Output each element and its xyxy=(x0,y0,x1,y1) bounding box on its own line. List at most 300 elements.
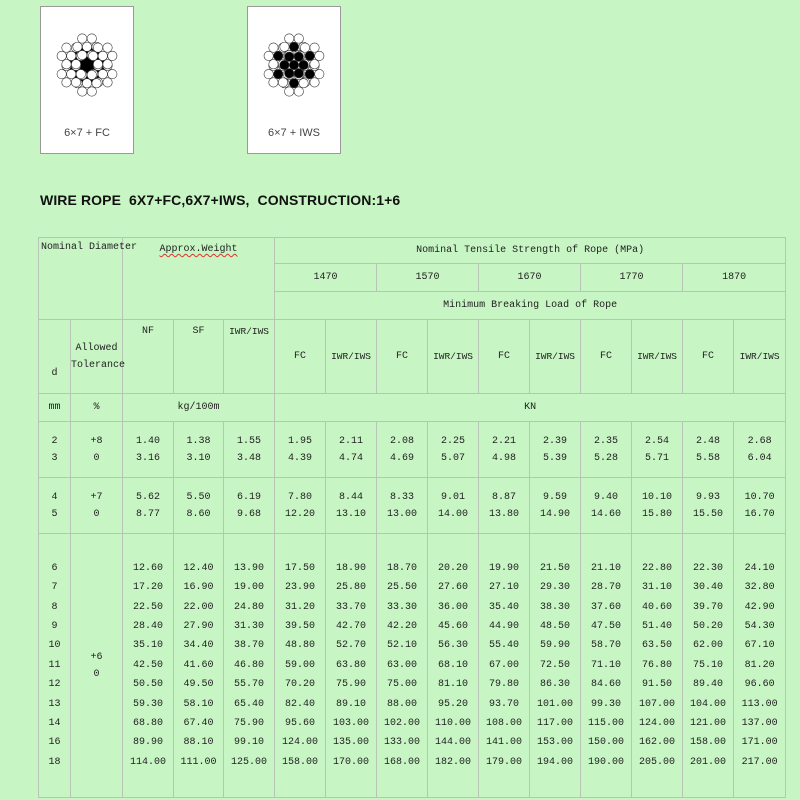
table-value: 42.50 xyxy=(133,659,164,671)
col-iwr-1770: IWR/IWS xyxy=(632,320,683,394)
wire-shape xyxy=(92,79,101,88)
table-value: 13.80 xyxy=(489,508,520,520)
wire-shape xyxy=(98,69,107,78)
table-value: 45.60 xyxy=(438,621,469,633)
wire-shape xyxy=(87,34,96,43)
table-value: 1.95 xyxy=(288,435,313,447)
value-cell xyxy=(123,422,174,478)
diameter-value: 2 xyxy=(51,435,58,447)
header-tensile-strength: Nominal Tensile Strength of Rope (MPa) xyxy=(275,238,786,264)
table-value: 75.00 xyxy=(387,679,418,691)
table-value: 194.00 xyxy=(537,756,574,768)
value-cell xyxy=(326,422,377,478)
grade-3: 1770 xyxy=(581,264,683,292)
grade-1: 1570 xyxy=(377,264,479,292)
value-cell xyxy=(224,534,275,798)
wire-shape xyxy=(300,43,309,52)
value-cell xyxy=(123,478,174,534)
table-value: 3.48 xyxy=(237,452,262,464)
diameter-value: 13 xyxy=(48,698,61,710)
table-value: 67.10 xyxy=(744,640,775,652)
diameter-value: 8 xyxy=(51,601,58,613)
diameter-value: 4 xyxy=(51,491,58,503)
table-value: 65.40 xyxy=(234,698,265,710)
table-value: 59.30 xyxy=(133,698,164,710)
table-value: 9.59 xyxy=(543,491,568,503)
table-value: 2.08 xyxy=(390,435,415,447)
rope-diagram-fc xyxy=(40,6,134,154)
diameter-value: 14 xyxy=(48,717,61,729)
value-cell xyxy=(581,478,632,534)
table-value: 71.10 xyxy=(591,659,622,671)
rope-cross-section-fc-image xyxy=(51,13,123,123)
wire-shape xyxy=(278,78,287,87)
table-value: 158.00 xyxy=(282,756,319,768)
table-value: 110.00 xyxy=(435,717,472,729)
table-value: 8.77 xyxy=(136,508,161,520)
value-cell xyxy=(275,422,326,478)
value-cell xyxy=(581,422,632,478)
table-value: 114.00 xyxy=(130,756,167,768)
wire-shape xyxy=(269,78,278,87)
table-value: 95.60 xyxy=(285,717,316,729)
wire-shape xyxy=(280,60,289,69)
table-value: 68.80 xyxy=(133,717,164,729)
value-cell xyxy=(377,422,428,478)
table-value: 124.00 xyxy=(282,737,319,749)
table-value: 4.98 xyxy=(492,452,517,464)
table-value: 40.60 xyxy=(642,601,673,613)
table-value: 2.39 xyxy=(543,435,568,447)
table-value: 3.16 xyxy=(136,452,161,464)
value-cell xyxy=(683,422,734,478)
table-value: 25.80 xyxy=(336,582,367,594)
table-value: 28.70 xyxy=(591,582,622,594)
wire-shape xyxy=(57,51,66,60)
table-value: 81.20 xyxy=(744,659,775,671)
table-value: 7.80 xyxy=(288,491,313,503)
unit-percent: % xyxy=(71,394,123,422)
table-value: 5.28 xyxy=(594,452,619,464)
table-value: 111.00 xyxy=(180,756,217,768)
table-value: 115.00 xyxy=(588,717,625,729)
table-value: 2.11 xyxy=(339,435,364,447)
wire-shape xyxy=(87,87,96,96)
table-value: 14.90 xyxy=(540,508,571,520)
table-value: 108.00 xyxy=(486,717,523,729)
wire-shape xyxy=(71,60,80,69)
table-value: 13.90 xyxy=(234,562,265,574)
col-sf: SF xyxy=(174,320,224,394)
table-value: 50.20 xyxy=(693,621,724,633)
value-cell xyxy=(174,422,224,478)
table-value: 27.10 xyxy=(489,582,520,594)
tolerance-cell xyxy=(71,478,123,534)
table-value: 168.00 xyxy=(384,756,421,768)
table-value: 2.25 xyxy=(441,435,466,447)
table-value: 84.60 xyxy=(591,679,622,691)
table-value: 72.50 xyxy=(540,659,571,671)
col-iwr-weight: IWR/IWS xyxy=(224,320,275,394)
table-value: 38.70 xyxy=(234,640,265,652)
table-value: 12.60 xyxy=(133,562,164,574)
table-value: 44.90 xyxy=(489,621,520,633)
table-value: 33.70 xyxy=(336,601,367,613)
table-value: 89.90 xyxy=(133,737,164,749)
table-value: 39.50 xyxy=(285,621,316,633)
table-value: 24.80 xyxy=(234,601,265,613)
table-value: 5.50 xyxy=(186,491,211,503)
table-value: 22.80 xyxy=(642,562,673,574)
value-cell xyxy=(479,478,530,534)
table-value: 32.80 xyxy=(744,582,775,594)
wire-shape xyxy=(73,42,82,51)
table-value: 137.00 xyxy=(741,717,778,729)
table-value: 101.00 xyxy=(537,698,574,710)
table-value: 89.10 xyxy=(336,698,367,710)
wire-shape xyxy=(310,78,319,87)
page-title: WIRE ROPE 6X7+FC,6X7+IWS, CONSTRUCTION:1+6 xyxy=(40,192,401,208)
header-breaking-load: Minimum Breaking Load of Rope xyxy=(275,292,786,320)
table-value: 39.70 xyxy=(693,601,724,613)
table-value: 70.20 xyxy=(285,679,316,691)
table-value: 205.00 xyxy=(639,756,676,768)
table-value: 8.44 xyxy=(339,491,364,503)
table-value: 27.60 xyxy=(438,582,469,594)
table-value: 17.20 xyxy=(133,582,164,594)
table-value: 171.00 xyxy=(741,737,778,749)
table-value: 27.90 xyxy=(183,621,214,633)
col-iwr-1670: IWR/IWS xyxy=(530,320,581,394)
table-value: 10.10 xyxy=(642,491,673,503)
value-cell xyxy=(377,478,428,534)
table-value: 41.60 xyxy=(183,659,214,671)
wire-shape xyxy=(62,43,71,52)
table-value: 21.50 xyxy=(540,562,571,574)
table-value: 6.04 xyxy=(747,452,772,464)
table-value: 48.80 xyxy=(285,640,316,652)
table-value: 99.30 xyxy=(591,698,622,710)
table-value: 82.40 xyxy=(285,698,316,710)
table-value: 4.39 xyxy=(288,452,313,464)
wire-shape xyxy=(264,51,273,60)
table-value: 2.21 xyxy=(492,435,517,447)
table-value: 55.70 xyxy=(234,679,265,691)
rope-cross-section-iws-image xyxy=(258,13,330,123)
wire-shape xyxy=(315,51,324,60)
diameter-value: 18 xyxy=(48,756,61,768)
table-value: 99.10 xyxy=(234,737,265,749)
diameter-cell xyxy=(39,422,71,478)
wire-shape xyxy=(98,51,107,60)
value-cell xyxy=(174,534,224,798)
table-value: 16.90 xyxy=(183,582,214,594)
table-value: 2.68 xyxy=(747,435,772,447)
value-cell xyxy=(632,534,683,798)
wire-shape xyxy=(269,43,278,52)
table-value: 2.54 xyxy=(645,435,670,447)
table-value: 103.00 xyxy=(333,717,370,729)
value-cell xyxy=(632,422,683,478)
table-value: 54.30 xyxy=(744,621,775,633)
wire-shape xyxy=(67,69,76,78)
value-cell xyxy=(428,534,479,798)
grade-0: 1470 xyxy=(275,264,377,292)
wire-shape xyxy=(78,50,87,59)
value-cell xyxy=(581,534,632,798)
table-value: 68.10 xyxy=(438,659,469,671)
table-value: 8.33 xyxy=(390,491,415,503)
value-cell xyxy=(530,534,581,798)
wire-shape xyxy=(299,79,308,88)
value-cell xyxy=(479,422,530,478)
table-value: 5.39 xyxy=(543,452,568,464)
wire-shape xyxy=(294,52,303,61)
table-value: 150.00 xyxy=(588,737,625,749)
table-value: 79.80 xyxy=(489,679,520,691)
table-value: 17.50 xyxy=(285,562,316,574)
table-value: 63.50 xyxy=(642,640,673,652)
col-fc-1770: FC xyxy=(581,320,632,394)
wire-shape xyxy=(285,69,294,78)
wire-shape xyxy=(87,70,96,79)
wire-shape xyxy=(71,78,80,87)
table-value: 35.40 xyxy=(489,601,520,613)
table-value: 1.55 xyxy=(237,435,262,447)
table-value: 2.48 xyxy=(696,435,721,447)
diagram-label-iws: 6×7 + IWS xyxy=(268,127,320,139)
table-value: 124.00 xyxy=(639,717,676,729)
table-value: 75.90 xyxy=(336,679,367,691)
tolerance-value: 0 xyxy=(93,508,100,520)
table-value: 88.10 xyxy=(183,737,214,749)
table-value: 35.10 xyxy=(133,640,164,652)
data-group xyxy=(39,534,786,798)
table-value: 38.30 xyxy=(540,601,571,613)
unit-mm: mm xyxy=(39,394,71,422)
table-value: 14.60 xyxy=(591,508,622,520)
table-value: 63.00 xyxy=(387,659,418,671)
value-cell xyxy=(428,478,479,534)
grade-2: 1670 xyxy=(479,264,581,292)
table-value: 12.40 xyxy=(183,562,214,574)
value-cell xyxy=(123,534,174,798)
table-value: 12.20 xyxy=(285,508,316,520)
col-fc-1670: FC xyxy=(479,320,530,394)
unit-weight: kg/100m xyxy=(123,394,275,422)
value-cell xyxy=(275,478,326,534)
diameter-cell xyxy=(39,478,71,534)
table-value: 88.00 xyxy=(387,698,418,710)
value-cell xyxy=(224,478,275,534)
table-value: 75.10 xyxy=(693,659,724,671)
table-value: 13.10 xyxy=(336,508,367,520)
col-iwr-1870: IWR/IWS xyxy=(734,320,786,394)
wire-shape xyxy=(264,69,273,78)
table-value: 5.62 xyxy=(136,491,161,503)
table-value: 49.50 xyxy=(183,679,214,691)
wire-shape xyxy=(289,79,298,88)
value-cell xyxy=(224,422,275,478)
table-value: 67.40 xyxy=(183,717,214,729)
wire-shape xyxy=(294,87,303,96)
diameter-cell xyxy=(39,534,71,798)
wire-shape xyxy=(57,69,66,78)
diameter-value: 9 xyxy=(51,621,58,633)
value-cell xyxy=(683,534,734,798)
table-value: 31.20 xyxy=(285,601,316,613)
table-value: 8.60 xyxy=(186,508,211,520)
table-value: 18.70 xyxy=(387,562,418,574)
wire-shape xyxy=(289,60,298,69)
data-group xyxy=(39,478,786,534)
wire-shape xyxy=(285,52,294,61)
table-value: 23.90 xyxy=(285,582,316,594)
tolerance-value: +7 xyxy=(90,491,103,503)
table-value: 42.20 xyxy=(387,621,418,633)
wire-shape xyxy=(103,60,112,69)
table-value: 34.40 xyxy=(183,640,214,652)
table-value: 5.71 xyxy=(645,452,670,464)
diagram-label-fc: 6×7 + FC xyxy=(64,127,110,139)
diameter-value: 7 xyxy=(51,582,58,594)
table-value: 4.69 xyxy=(390,452,415,464)
table-value: 201.00 xyxy=(690,756,727,768)
wire-shape xyxy=(315,69,324,78)
table-value: 89.40 xyxy=(693,679,724,691)
diameter-value: 16 xyxy=(48,737,61,749)
table-value: 22.00 xyxy=(183,601,214,613)
col-nf: NF xyxy=(123,320,174,394)
wire-rope-spec-table xyxy=(38,237,786,798)
value-cell xyxy=(530,422,581,478)
table-value: 81.10 xyxy=(438,679,469,691)
table-value: 113.00 xyxy=(741,698,778,710)
table-value: 33.30 xyxy=(387,601,418,613)
table-value: 63.80 xyxy=(336,659,367,671)
tolerance-value: +8 xyxy=(90,435,103,447)
table-value: 22.30 xyxy=(693,562,724,574)
table-value: 42.90 xyxy=(744,601,775,613)
value-cell xyxy=(734,422,786,478)
table-value: 67.00 xyxy=(489,659,520,671)
col-iwr-1470: IWR/IWS xyxy=(326,320,377,394)
table-value: 162.00 xyxy=(639,737,676,749)
table-value: 1.38 xyxy=(186,435,211,447)
wire-shape xyxy=(299,60,308,69)
value-cell xyxy=(377,534,428,798)
grade-4: 1870 xyxy=(683,264,786,292)
value-cell xyxy=(734,534,786,798)
table-value: 217.00 xyxy=(741,756,778,768)
value-cell xyxy=(326,478,377,534)
wire-shape xyxy=(274,51,283,60)
table-value: 16.70 xyxy=(744,508,775,520)
table-value: 121.00 xyxy=(690,717,727,729)
table-value: 47.50 xyxy=(591,621,622,633)
wire-shape xyxy=(78,34,87,43)
table-value: 15.50 xyxy=(693,508,724,520)
value-cell xyxy=(479,534,530,798)
table-value: 58.10 xyxy=(183,698,214,710)
table-value: 14.00 xyxy=(438,508,469,520)
table-value: 51.40 xyxy=(642,621,673,633)
wire-shape xyxy=(294,34,303,43)
wire-shape xyxy=(108,51,117,60)
table-value: 93.70 xyxy=(489,698,520,710)
table-value: 58.70 xyxy=(591,640,622,652)
table-value: 86.30 xyxy=(540,679,571,691)
tolerance-cell xyxy=(71,422,123,478)
wire-shape xyxy=(294,69,303,78)
wire-shape xyxy=(280,42,289,51)
table-value: 55.40 xyxy=(489,640,520,652)
table-value: 1.40 xyxy=(136,435,161,447)
table-value: 19.00 xyxy=(234,582,265,594)
value-cell xyxy=(428,422,479,478)
table-value: 4.74 xyxy=(339,452,364,464)
wire-shape xyxy=(78,87,87,96)
table-value: 170.00 xyxy=(333,756,370,768)
table-value: 28.40 xyxy=(133,621,164,633)
table-value: 76.80 xyxy=(642,659,673,671)
wire-shape xyxy=(89,51,98,60)
table-value: 133.00 xyxy=(384,737,421,749)
col-fc-1870: FC xyxy=(683,320,734,394)
value-cell xyxy=(530,478,581,534)
table-value: 102.00 xyxy=(384,717,421,729)
table-value: 24.10 xyxy=(744,562,775,574)
table-value: 19.90 xyxy=(489,562,520,574)
value-cell xyxy=(683,478,734,534)
wire-shape xyxy=(82,79,91,88)
table-value: 42.70 xyxy=(336,621,367,633)
table-value: 9.68 xyxy=(237,508,262,520)
wire-shape xyxy=(305,69,314,78)
col-fc-1470: FC xyxy=(275,320,326,394)
table-value: 22.50 xyxy=(133,601,164,613)
table-value: 59.90 xyxy=(540,640,571,652)
diameter-value: 6 xyxy=(51,562,58,574)
wire-shape xyxy=(285,34,294,43)
table-value: 158.00 xyxy=(690,737,727,749)
table-value: 107.00 xyxy=(639,698,676,710)
table-value: 59.00 xyxy=(285,659,316,671)
wire-shape xyxy=(310,43,319,52)
wire-shape xyxy=(76,69,85,78)
wire-shape xyxy=(103,43,112,52)
value-cell xyxy=(632,478,683,534)
wire-shape xyxy=(82,42,91,51)
table-value: 6.19 xyxy=(237,491,262,503)
diameter-value: 10 xyxy=(48,640,61,652)
table-value: 31.10 xyxy=(642,582,673,594)
table-value: 20.20 xyxy=(438,562,469,574)
col-allowed-tolerance: Allowed Tolerance xyxy=(71,320,123,394)
table-value: 190.00 xyxy=(588,756,625,768)
tolerance-value: 0 xyxy=(93,452,100,464)
tolerance-value: 0 xyxy=(93,668,100,680)
table-value: 96.60 xyxy=(744,679,775,691)
wire-shape xyxy=(305,51,314,60)
diameter-value: 11 xyxy=(48,659,61,671)
header-nominal-diameter: Nominal Diameter xyxy=(39,238,123,320)
table-value: 75.90 xyxy=(234,717,265,729)
header-approx-weight: Approx.Weight xyxy=(123,238,275,320)
table-value: 2.35 xyxy=(594,435,619,447)
table-value: 144.00 xyxy=(435,737,472,749)
table-value: 37.60 xyxy=(591,601,622,613)
